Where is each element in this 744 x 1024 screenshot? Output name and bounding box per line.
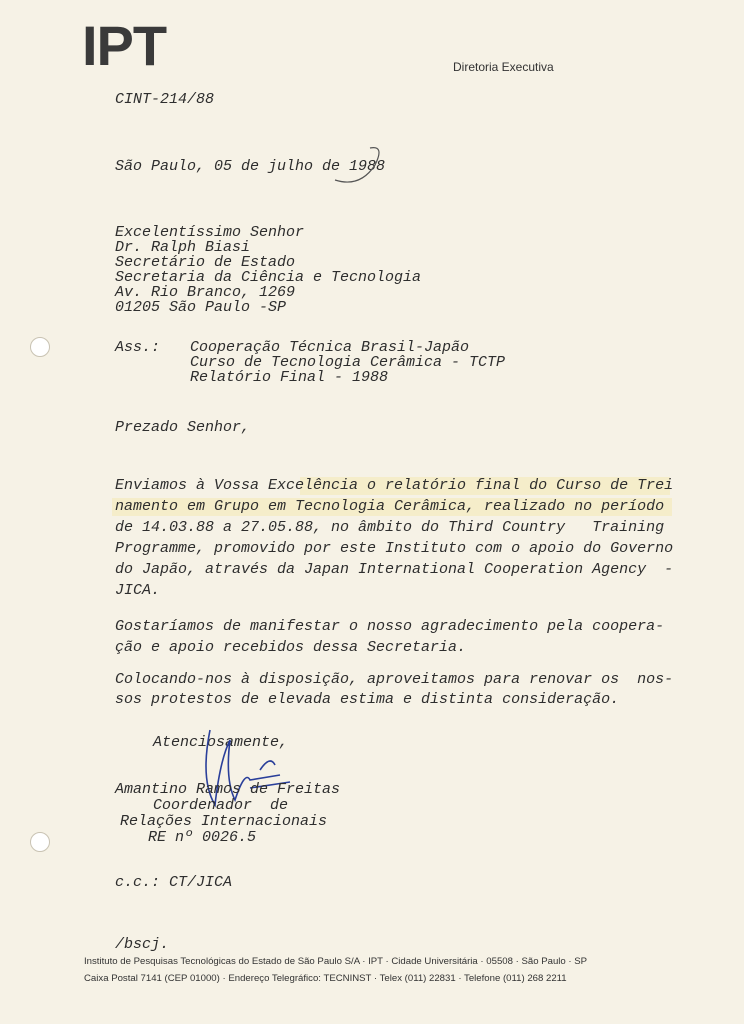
closing: Atenciosamente, bbox=[153, 734, 289, 751]
signatory-title: Relações Internacionais bbox=[120, 813, 328, 830]
subject-line: Curso de Tecnologia Cerâmica - TCTP bbox=[190, 354, 506, 371]
address-line: Secretário de Estado bbox=[115, 254, 296, 271]
signatory-name: Amantino Ramos de Freitas bbox=[115, 781, 341, 798]
subject-line: Cooperação Técnica Brasil-Japão bbox=[190, 339, 470, 356]
signatory-id: RE nº 0026.5 bbox=[148, 829, 257, 846]
department-label: Diretoria Executiva bbox=[453, 60, 554, 74]
address-line: Dr. Ralph Biasi bbox=[115, 239, 251, 256]
body-line: JICA. bbox=[115, 582, 161, 599]
address-line: 01205 São Paulo -SP bbox=[115, 299, 287, 316]
punch-hole bbox=[30, 832, 50, 852]
handwritten-mark bbox=[330, 140, 390, 190]
address-line: Secretaria da Ciência e Tecnologia bbox=[115, 269, 422, 286]
reference-number: CINT-214/88 bbox=[115, 91, 215, 108]
body-line: namento em Grupo em Tecnologia Cerâmica, realizado no período bbox=[115, 498, 665, 515]
body-line: de 14.03.88 a 27.05.88, no âmbito do Third Country Training bbox=[115, 519, 665, 536]
salutation: Prezado Senhor, bbox=[115, 419, 251, 436]
punch-hole bbox=[30, 337, 50, 357]
body-line: sos protestos de elevada estima e distinta consideração. bbox=[115, 691, 620, 708]
cc-line: c.c.: CT/JICA bbox=[115, 874, 233, 891]
address-line: Av. Rio Branco, 1269 bbox=[115, 284, 296, 301]
body-line: ção e apoio recebidos dessa Secretaria. bbox=[115, 639, 467, 656]
footer-line: Caixa Postal 7141 (CEP 01000) · Endereço Telegráfico: TECNINST · Telex (011) 22831 · Telefone (011) 268 2211 bbox=[84, 973, 567, 984]
footer-line: Instituto de Pesquisas Tecnológicas do Estado de São Paulo S/A · IPT · Cidade Universitária · 05508 · São Paulo · SP bbox=[84, 956, 588, 967]
typist-initials: /bscj. bbox=[115, 936, 170, 953]
subject-line: Relatório Final - 1988 bbox=[190, 369, 389, 386]
body-line: Gostaríamos de manifestar o nosso agradecimento pela coopera- bbox=[115, 618, 665, 635]
body-line: Programme, promovido por este Instituto com o apoio do Governo bbox=[115, 540, 674, 557]
body-line: Enviamos à Vossa Excelência o relatório final do Curso de Trei bbox=[115, 477, 674, 494]
body-line: do Japão, através da Japan International Cooperation Agency - bbox=[115, 561, 674, 578]
address-line: Excelentíssimo Senhor bbox=[115, 224, 305, 241]
letter-date: São Paulo, 05 de julho de 1988 bbox=[115, 158, 386, 175]
signatory-title: Coordenador de bbox=[153, 797, 289, 814]
subject-label: Ass.: bbox=[115, 339, 161, 356]
ipt-logo: IPT bbox=[82, 14, 167, 77]
body-line: Colocando-nos à disposição, aproveitamos para renovar os nos- bbox=[115, 671, 674, 688]
